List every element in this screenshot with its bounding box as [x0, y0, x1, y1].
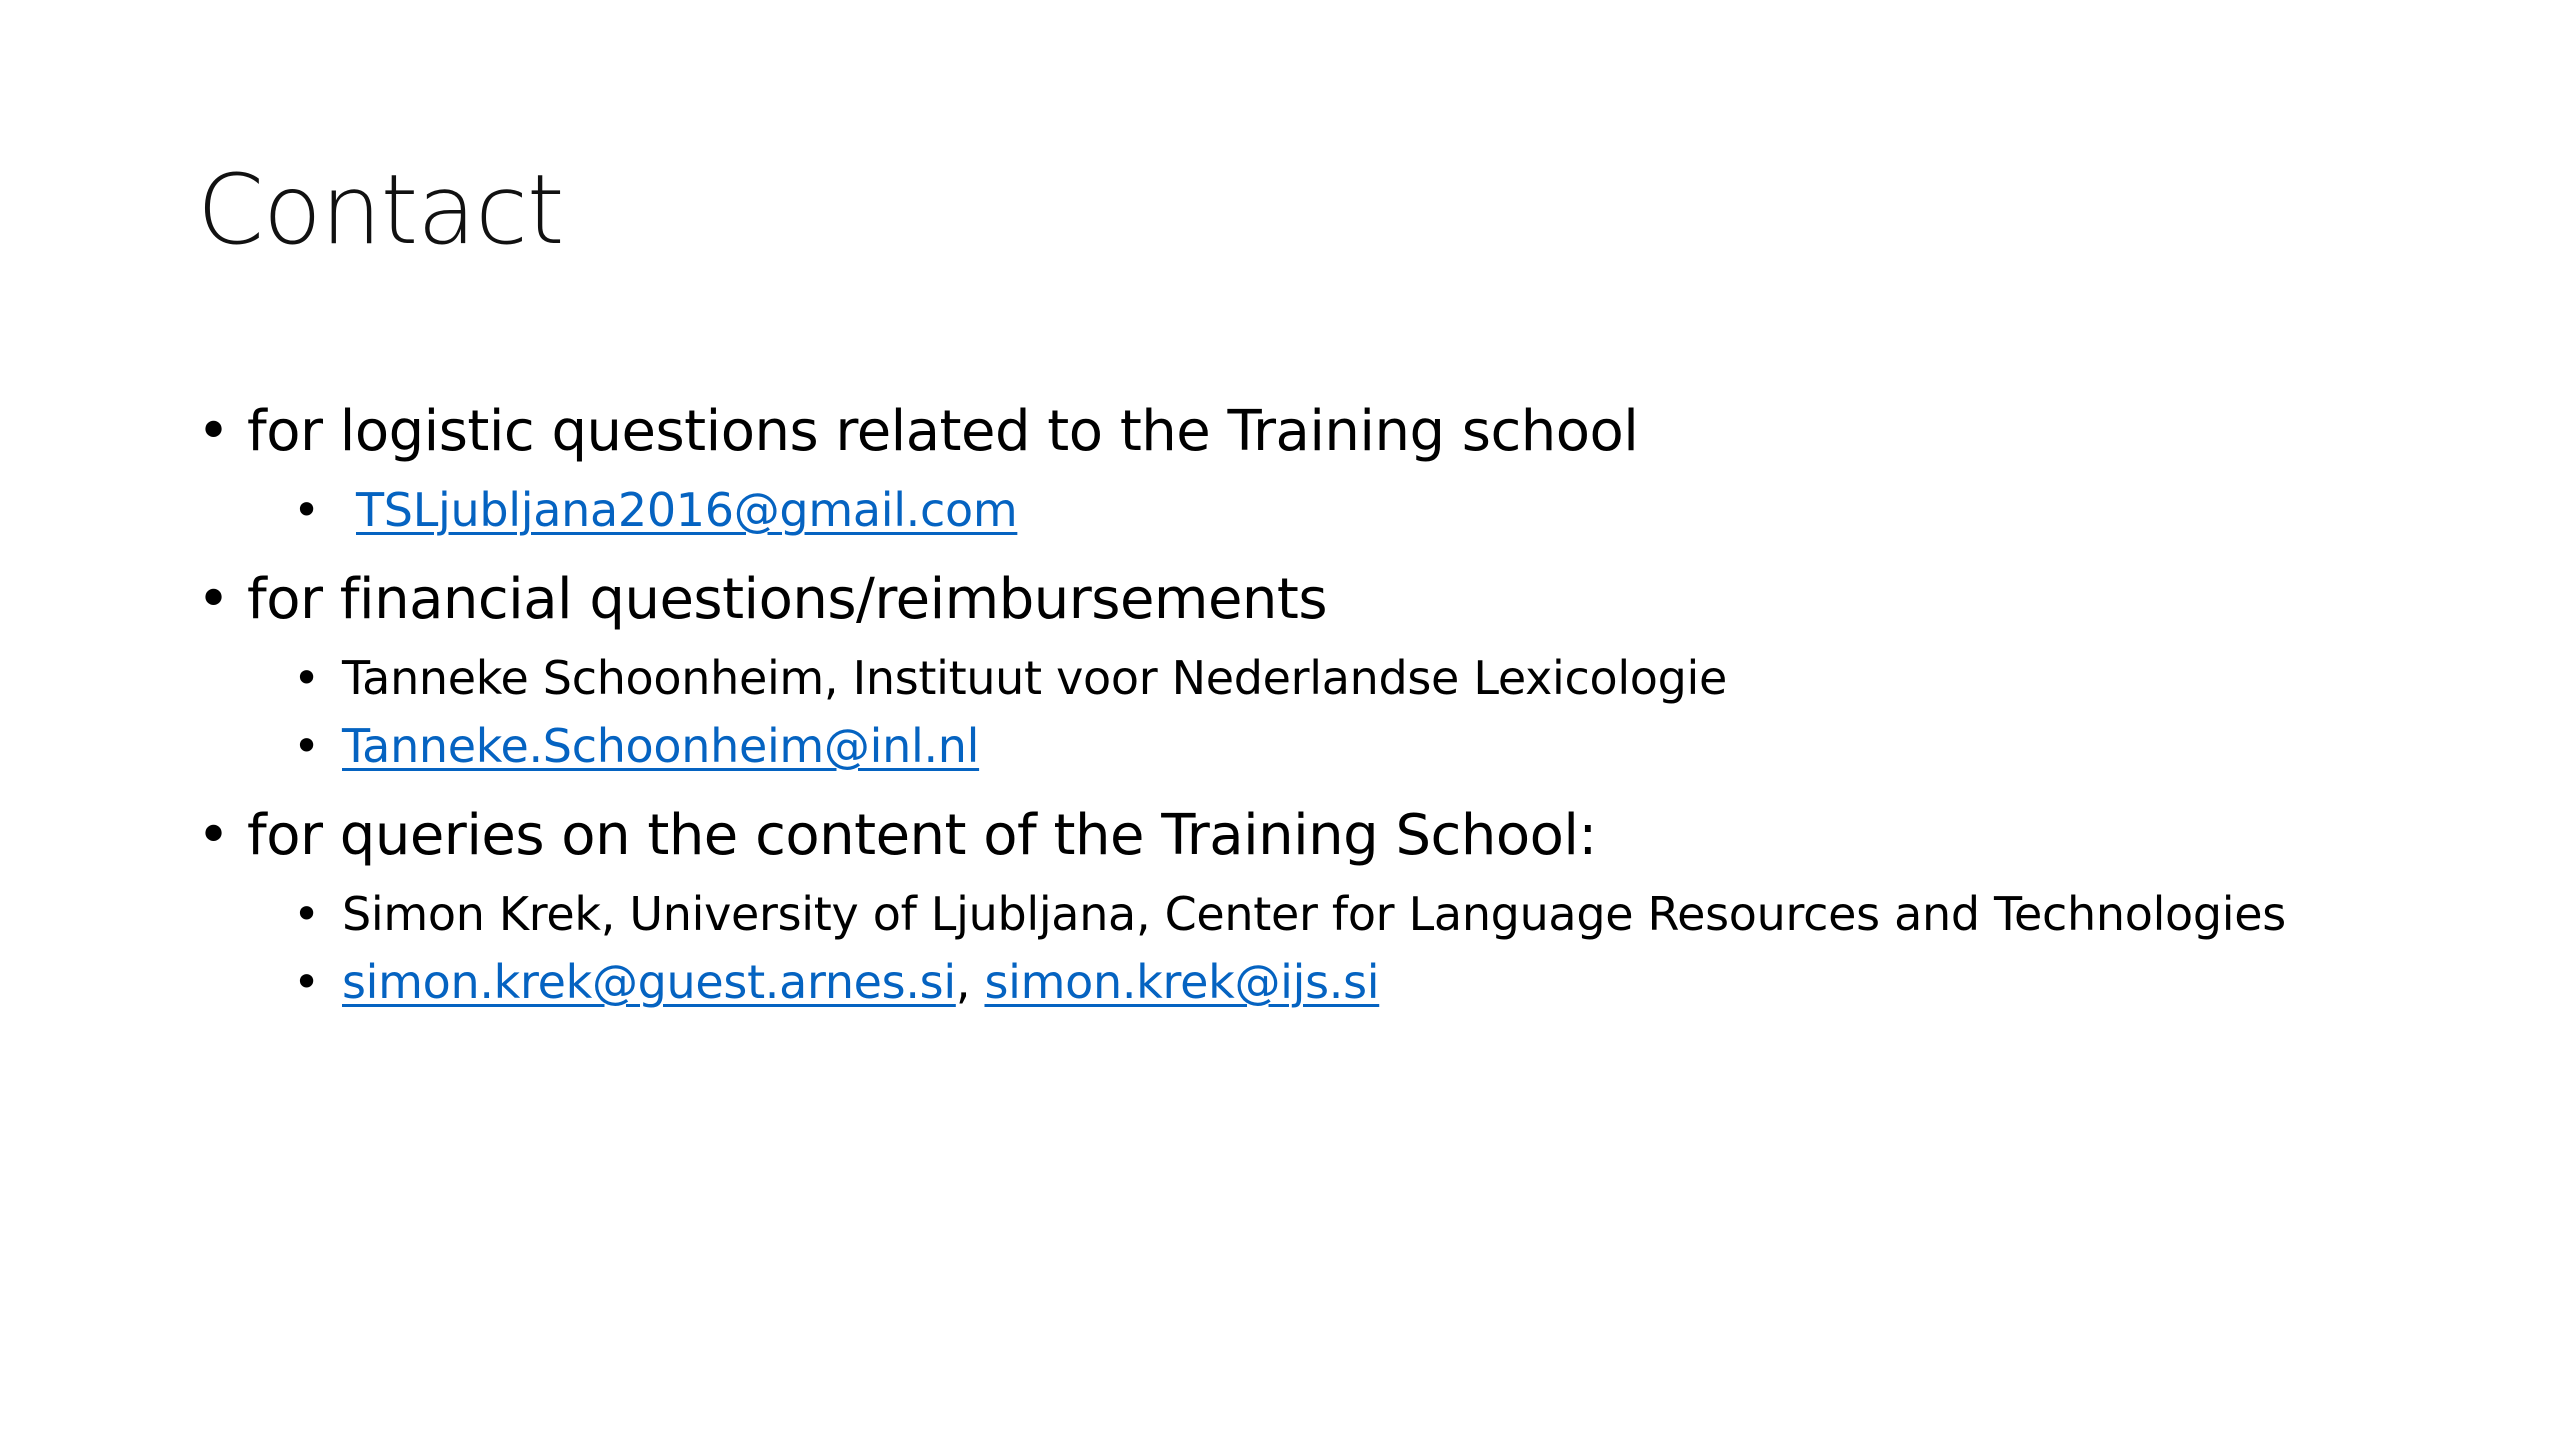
sub-bullet-text: Tanneke Schoonheim, Instituut voor Nederlandse Lexicologie	[342, 651, 1728, 705]
bullet-icon: •	[293, 651, 320, 705]
sub-bullet-financial-email	[197, 712, 2447, 780]
sub-bullet-logistic-email	[197, 476, 2447, 544]
email-link-simon-arnes[interactable]: simon.krek@guest.arnes.si	[342, 955, 956, 1009]
email-link-tsljubljana[interactable]: TSLjubljana2016@gmail.com	[356, 483, 1018, 537]
bullet-icon: •	[293, 483, 320, 537]
sub-bullet-financial-contact	[197, 644, 2447, 712]
bullet-content-queries	[197, 792, 2447, 880]
sub-bullet-content-contact	[197, 880, 2447, 948]
sub-bullet-content-emails	[197, 948, 2447, 1016]
email-separator: ,	[955, 955, 971, 1009]
bullet-logistic-questions	[197, 388, 2447, 476]
bullet-icon: •	[293, 719, 320, 773]
email-link-tanneke[interactable]: Tanneke.Schoonheim@inl.nl	[342, 719, 980, 773]
bullet-text: for logistic questions related to the Training school	[247, 399, 1639, 464]
sub-bullet-text: Simon Krek, University of Ljubljana, Center for Language Resources and Technologies	[342, 887, 2286, 941]
email-link-simon-ijs[interactable]: simon.krek@ijs.si	[984, 955, 1380, 1009]
bullet-icon: •	[293, 955, 320, 1009]
bullet-text: for queries on the content of the Training School:	[247, 803, 1597, 868]
slide-content	[197, 388, 2447, 1016]
bullet-icon: •	[293, 887, 320, 941]
bullet-text: for financial questions/reimbursements	[247, 567, 1328, 632]
bullet-financial-questions	[197, 556, 2447, 644]
slide-title: Contact	[197, 154, 564, 266]
bullet-icon: •	[197, 399, 230, 464]
bullet-icon: •	[197, 803, 230, 868]
bullet-icon: •	[197, 567, 230, 632]
